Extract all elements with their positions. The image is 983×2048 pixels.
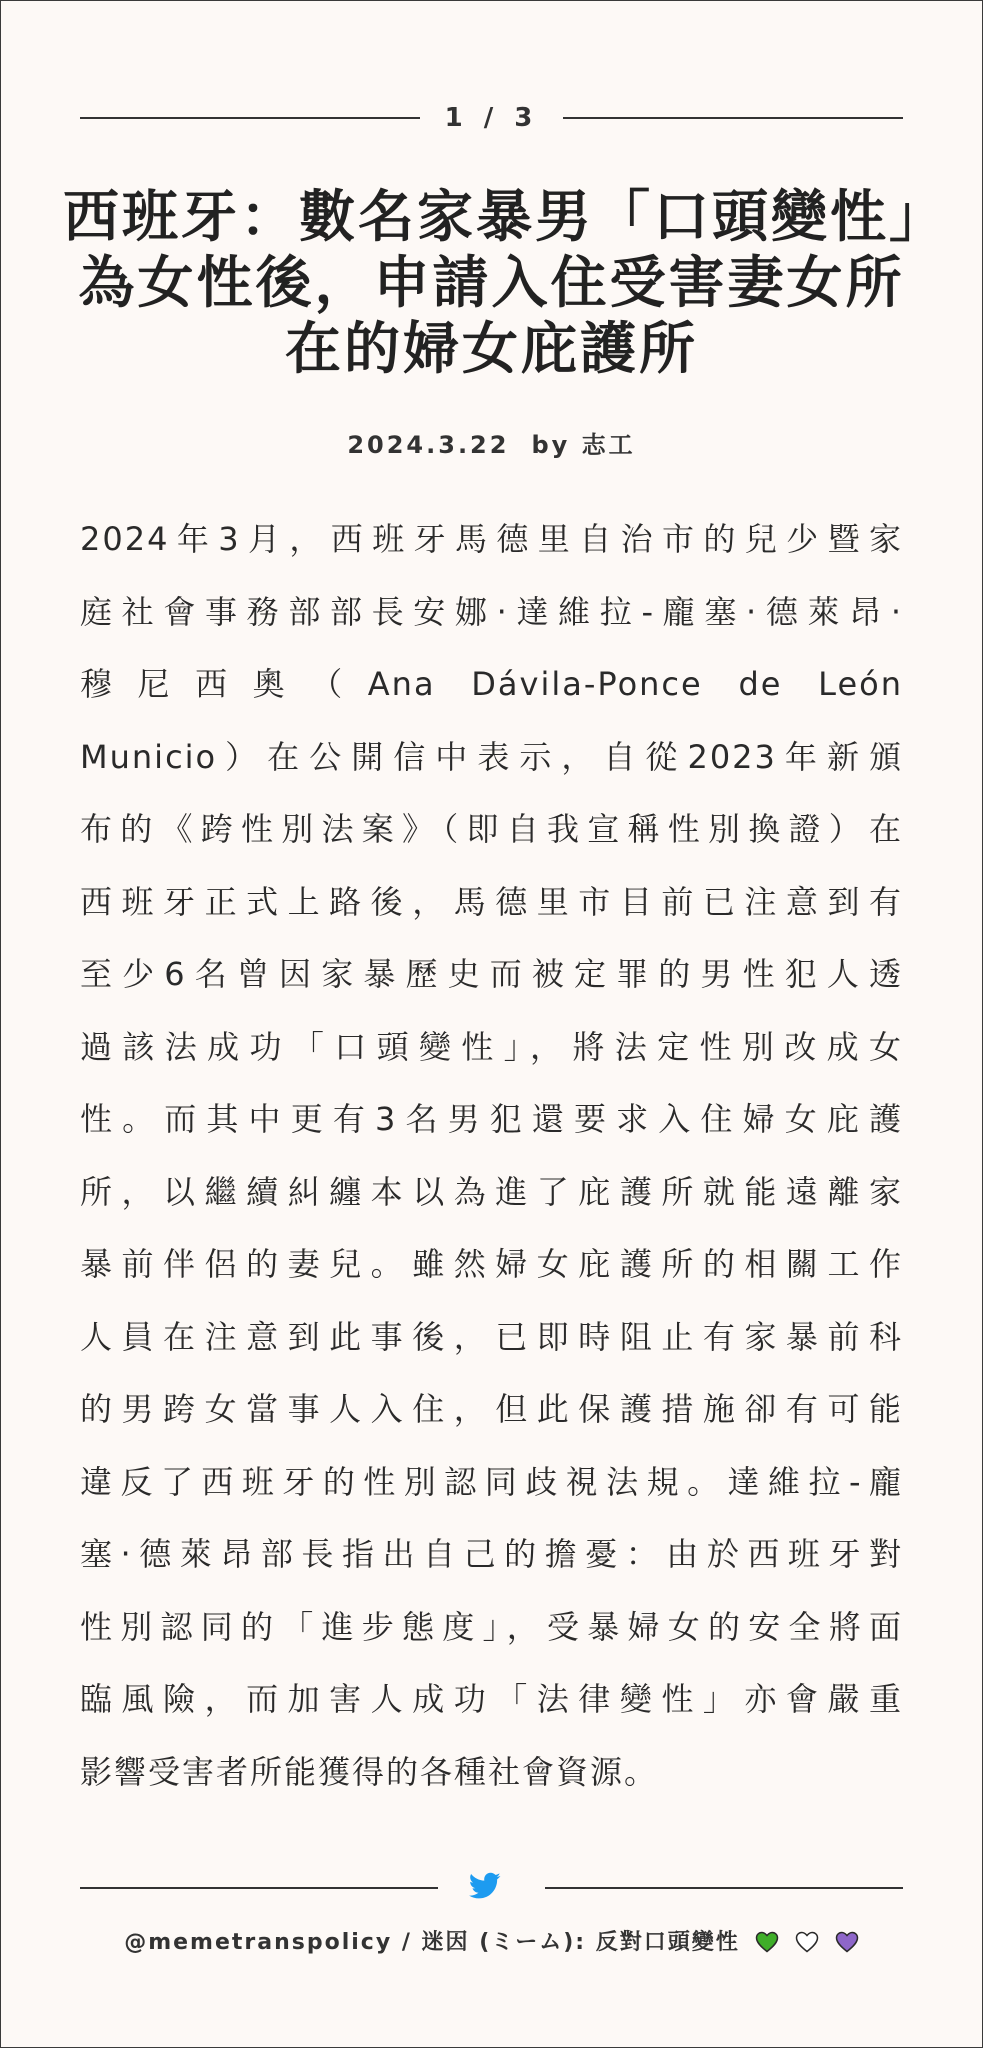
header-divider-right — [563, 117, 903, 119]
footer — [0, 1925, 983, 1956]
body-line: 庭社會事務部部長安娜‧達維拉-龐塞‧德萊昂‧ — [80, 592, 903, 631]
body-line: 布的《跨性別法案》（即自我宣稱性別換證）在 — [80, 810, 903, 848]
footer-divider-left — [80, 1887, 438, 1889]
footer-handle: @memetranspolicy / 迷因 (ミーム): 反對口頭變性 — [124, 1930, 740, 1955]
body-line: 違反了西班牙的性別認同歧視法規。達維拉-龐 — [80, 1462, 903, 1501]
body-line: 2024年3月，西班牙馬德里自治市的兒少暨家 — [80, 520, 903, 558]
author: by 志工 — [531, 431, 636, 459]
footer-divider-right — [545, 1887, 903, 1889]
page-header — [80, 100, 903, 136]
white-heart-icon — [795, 1931, 819, 1953]
article-body — [80, 503, 903, 1808]
publish-date: 2024.3.22 — [347, 431, 510, 459]
body-line: 性。而其中更有3名男犯還要求入住婦女庇護 — [80, 1100, 903, 1138]
body-line: 暴前伴侶的妻兒。雖然婦女庇護所的相關工作 — [80, 1245, 903, 1283]
byline — [0, 425, 983, 460]
body-line: 穆尼西奧（Ana Dávila-Ponce de León — [80, 665, 903, 703]
purple-heart-icon — [835, 1931, 859, 1953]
body-line: 所，以繼續糾纏本以為進了庇護所就能遠離家 — [80, 1172, 903, 1211]
body-line: Municio）在公開信中表示，自從2023年新頒 — [80, 737, 903, 776]
body-line: 過該法成功「口頭變性」，將法定性別改成女 — [80, 1027, 903, 1066]
body-line: 人員在注意到此事後，已即時阻止有家暴前科 — [80, 1317, 903, 1356]
body-line: 西班牙正式上路後，馬德里市目前已注意到有 — [80, 882, 903, 921]
body-line: 臨風險，而加害人成功「法律變性」亦會嚴重 — [80, 1680, 903, 1718]
body-line: 影響受害者所能獲得的各種社會資源。 — [80, 1752, 659, 1791]
body-line: 至少6名曾因家暴歷史而被定罪的男性犯人透 — [80, 955, 903, 993]
body-line: 性別認同的「進步態度」，受暴婦女的安全將面 — [80, 1607, 903, 1646]
page-indicator: 1 / 3 — [444, 103, 539, 133]
article-title: 西班牙：數名家暴男「口頭變性」為女性後，申請入住受害妻女所在的婦女庇護所 — [63, 185, 920, 382]
body-line: 塞‧德萊昂部長指出自己的擔憂：由於西班牙對 — [80, 1535, 903, 1573]
twitter-bird-icon[interactable] — [469, 1872, 501, 1900]
green-heart-icon — [755, 1931, 779, 1953]
body-line: 的男跨女當事人入住，但此保護措施卻有可能 — [80, 1390, 903, 1428]
page-footer-divider — [80, 1870, 903, 1906]
